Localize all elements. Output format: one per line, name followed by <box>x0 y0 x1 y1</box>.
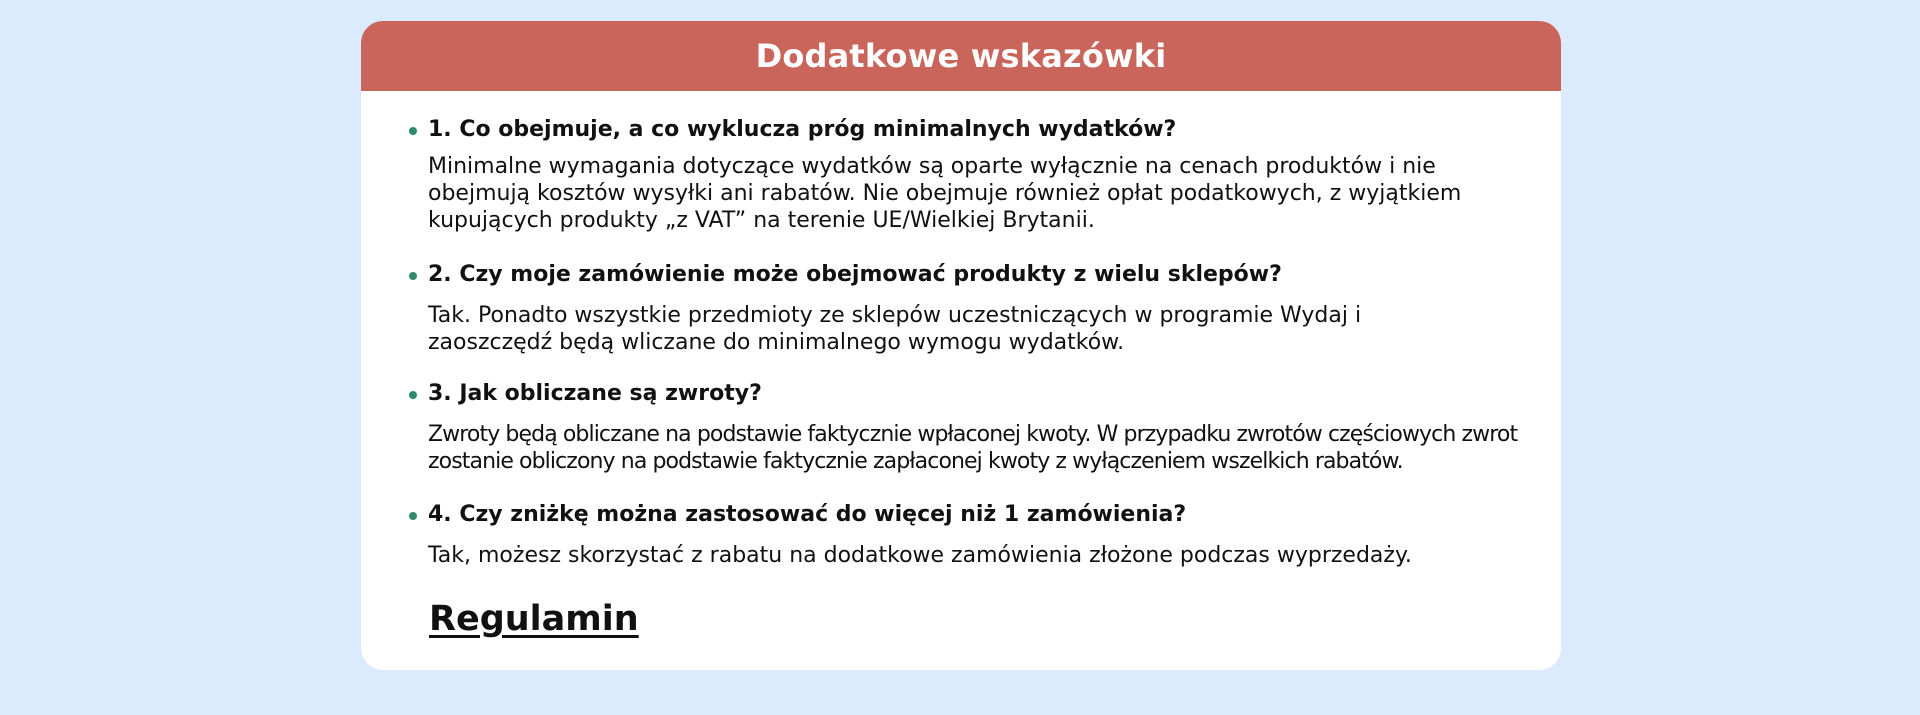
answer-line: Minimalne wymagania dotyczące wydatków są oparte wyłącznie na cenach produktów i nie <box>428 154 1436 179</box>
faq-answer <box>428 302 1548 356</box>
faq-answer <box>428 542 1548 569</box>
answer-line: Zwroty będą obliczane na podstawie faktycznie wpłaconej kwoty. W przypadku zwrotów częściowych zwrot <box>428 422 1518 447</box>
tips-card <box>361 21 1561 670</box>
faq-question: 1. Co obejmuje, a co wyklucza próg minimalnych wydatków? <box>428 117 1177 142</box>
answer-line: obejmują kosztów wysyłki ani rabatów. Nie obejmuje również opłat podatkowych, z wyjątkiem <box>428 181 1462 206</box>
bullet-icon <box>409 512 417 520</box>
faq-answer <box>428 153 1548 234</box>
faq-question: 4. Czy zniżkę można zastosować do więcej niż 1 zamówienia? <box>428 502 1187 527</box>
faq-question: 3. Jak obliczane są zwroty? <box>428 381 762 406</box>
card-title: Dodatkowe wskazówki <box>755 37 1167 75</box>
faq-answer <box>428 421 1548 475</box>
faq-question: 2. Czy moje zamówienie może obejmować produkty z wielu sklepów? <box>428 262 1282 287</box>
answer-line: Tak. Ponadto wszystkie przedmioty ze sklepów uczestniczących w programie Wydaj i <box>428 303 1362 328</box>
bullet-icon <box>409 272 417 280</box>
answer-line: zaoszczędź będą wliczane do minimalnego wymogu wydatków. <box>428 330 1125 355</box>
answer-line: Tak, możesz skorzystać z rabatu na dodatkowe zamówienia złożone podczas wyprzedaży. <box>428 543 1412 568</box>
terms-link[interactable]: Regulamin <box>429 599 639 639</box>
card-header <box>361 21 1561 91</box>
bullet-icon <box>409 127 417 135</box>
answer-line: zostanie obliczony na podstawie faktycznie zapłaconej kwoty z wyłączeniem wszelkich rabatów. <box>428 449 1403 474</box>
answer-line: kupujących produkty „z VAT” na terenie UE/Wielkiej Brytanii. <box>428 208 1095 233</box>
bullet-icon <box>409 391 417 399</box>
